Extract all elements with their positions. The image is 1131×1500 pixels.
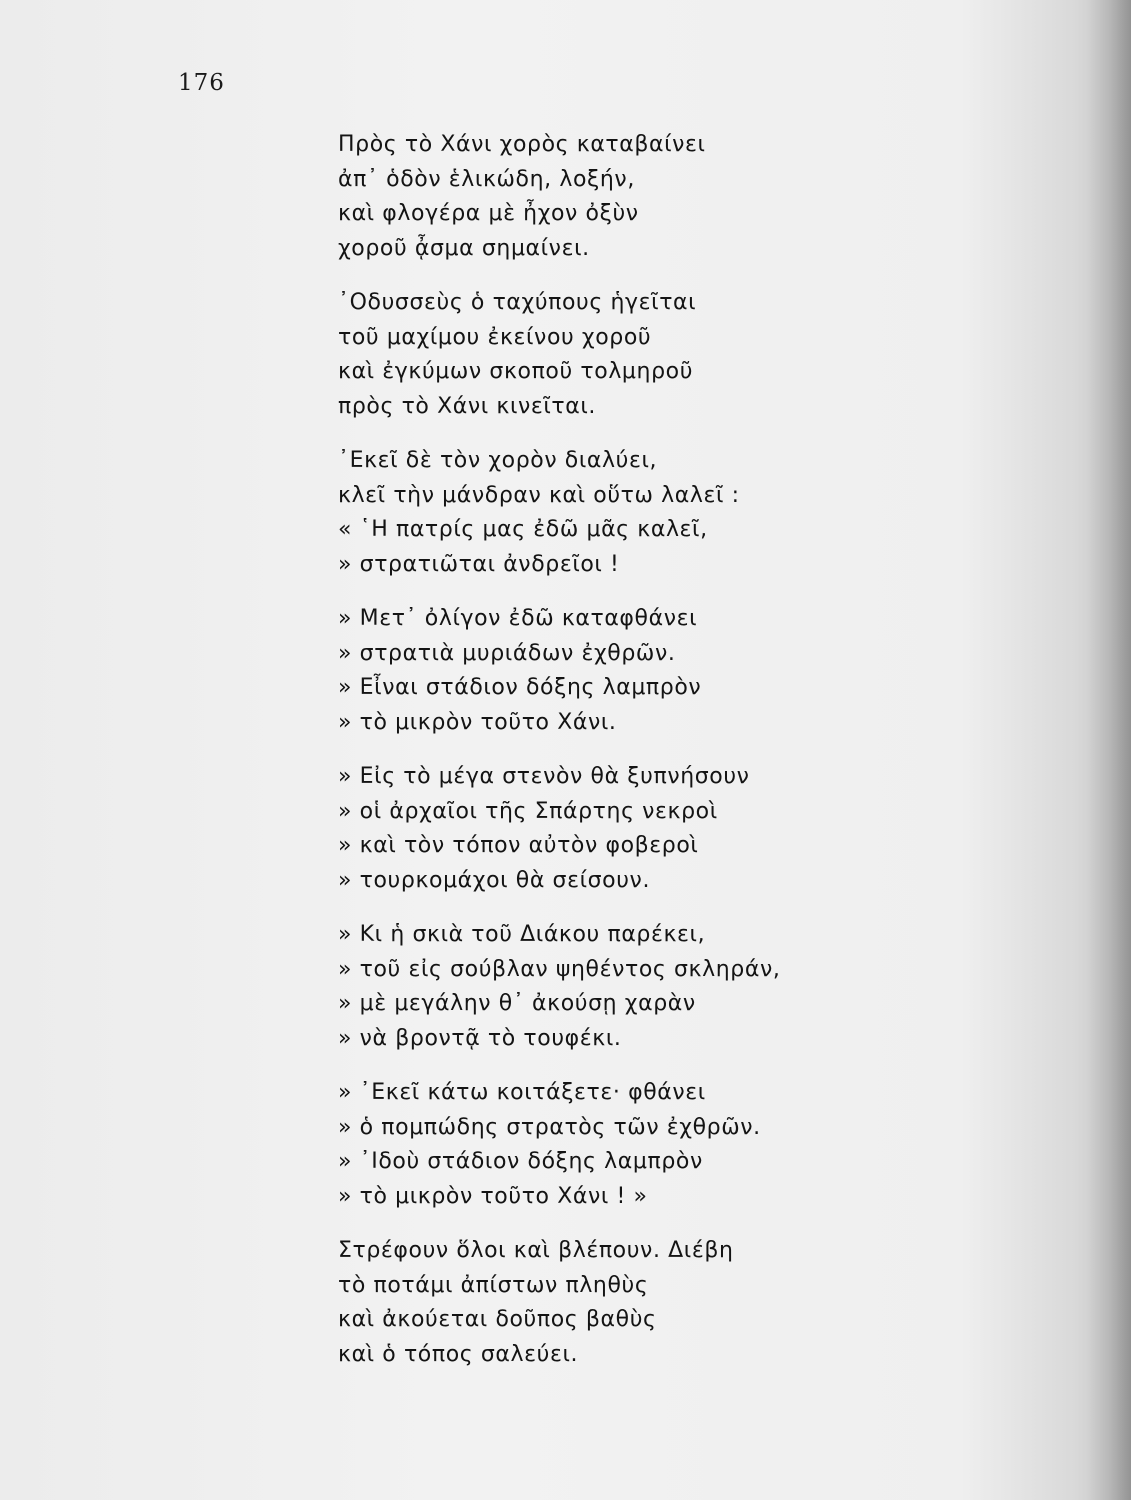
poem-line: » καὶ τὸν τόπον αὐτὸν φοβεροὶ — [338, 833, 699, 858]
stanza-6 — [338, 918, 898, 1056]
stanza-2 — [338, 286, 898, 424]
poem-line: πρὸς τὸ Χάνι κινεῖται. — [338, 393, 596, 419]
poem-line: καὶ φλογέρα μὲ ἦχον ὀξὺν — [338, 201, 639, 226]
poem-line: » τὸ μικρὸν τοῦτο Χάνι ! » — [338, 1183, 648, 1209]
poem-line: ᾿Οδυσσεὺς ὁ ταχύπους ἡγεῖται — [338, 290, 697, 315]
poem-line: » Εἰς τὸ μέγα στενὸν θὰ ξυπνήσουν — [338, 764, 750, 789]
poem-line: » στρατιῶται ἀνδρεῖοι ! — [338, 551, 620, 577]
poem-line: καὶ ἀκούεται δοῦπος βαθὺς — [338, 1307, 657, 1332]
poem-line: Πρὸς τὸ Χάνι χορὸς καταβαίνει — [338, 132, 706, 157]
stanza-4 — [338, 602, 898, 740]
poem-line: » μὲ μεγάλην θ᾽ ἀκούσῃ χαρὰν — [338, 991, 696, 1016]
poem-line: « ῾Η πατρίς μας ἐδῶ μᾶς καλεῖ, — [338, 517, 708, 542]
page-spine-shadow — [1087, 0, 1131, 1500]
poem-line: κλεῖ τὴν μάνδραν καὶ οὕτω λαλεῖ : — [338, 482, 740, 508]
poem-line: » τοῦ εἰς σούβλαν ψηθέντος σκληράν, — [338, 956, 781, 982]
poem-line: χοροῦ ᾆσμα σημαίνει. — [338, 235, 590, 261]
poem-line: » ὁ πομπώδης στρατὸς τῶν ἐχθρῶν. — [338, 1114, 761, 1140]
stanza-8 — [338, 1234, 898, 1372]
poem-line: » Εἶναι στάδιον δόξης λαμπρὸν — [338, 675, 702, 700]
poem-line: » οἱ ἀρχαῖοι τῆς Σπάρτης νεκροὶ — [338, 798, 718, 824]
stanza-3 — [338, 444, 898, 582]
poem-line: » Κι ἡ σκιὰ τοῦ Διάκου παρέκει, — [338, 922, 706, 947]
poem-line: » ᾿Εκεῖ κάτω κοιτάξετε· φθάνει — [338, 1080, 706, 1105]
poem-line: » τὸ μικρὸν τοῦτο Χάνι. — [338, 709, 617, 735]
poem-line: καὶ ἐγκύμων σκοποῦ τολμηροῦ — [338, 359, 694, 384]
poem — [338, 128, 898, 1392]
poem-line: » νὰ βροντᾷ τὸ τουφέκι. — [338, 1025, 622, 1051]
stanza-5 — [338, 760, 898, 898]
poem-line: τοῦ μαχίμου ἐκείνου χοροῦ — [338, 324, 652, 350]
poem-line: ᾿Εκεῖ δὲ τὸν χορὸν διαλύει, — [338, 448, 658, 473]
poem-line: » τουρκομάχοι θὰ σείσουν. — [338, 867, 651, 893]
poem-line: καὶ ὁ τόπος σαλεύει. — [338, 1341, 579, 1367]
poem-line: » στρατιὰ μυριάδων ἐχθρῶν. — [338, 640, 676, 666]
poem-line: Στρέφουν ὅλοι καὶ βλέπουν. Διέβη — [338, 1238, 734, 1263]
poem-line: ἀπ᾽ ὁδὸν ἑλικώδη, λοξήν, — [338, 166, 635, 192]
poem-line: τὸ ποτάμι ἀπίστων πληθὺς — [338, 1272, 649, 1298]
stanza-7 — [338, 1076, 898, 1214]
poem-line: » Μετ᾽ ὀλίγον ἐδῶ καταφθάνει — [338, 606, 698, 631]
page-number: 176 — [178, 70, 225, 96]
stanza-1 — [338, 128, 898, 266]
poem-line: » ᾿Ιδοὺ στάδιον δόξης λαμπρὸν — [338, 1149, 703, 1174]
